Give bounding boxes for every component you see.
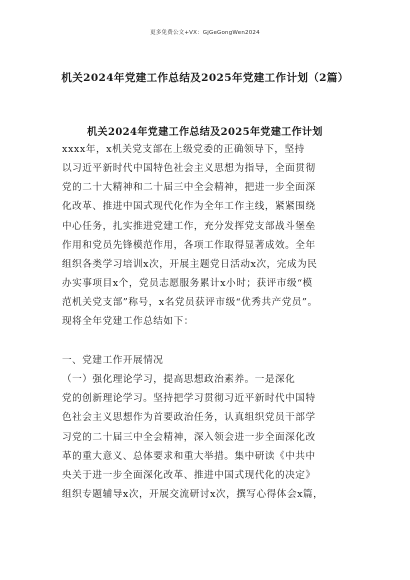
- text-line: 党的创新理论学习。坚持把学习贯彻习近平新时代中国特: [62, 393, 316, 405]
- text-line: 革的重大意义、总体要求和重大举措。集中研读《中共中: [62, 450, 316, 462]
- text-line: 央关于进一步全面深化改革、推进中国式现代化的决定》: [62, 469, 316, 481]
- text-line: 色社会主义思想作为首要政治任务，认真组织党员干部学: [62, 412, 316, 424]
- text-line: 组织各类学习培训x次，开展主题党日活动x次，完成为民: [62, 258, 318, 270]
- text-line: 现将全年党建工作总结如下：: [62, 316, 194, 328]
- text-line: 中心任务，扎实推进党建工作，充分发挥党支部战斗堡垒: [62, 220, 316, 232]
- text-line: 化改革、推进中国式现代化作为全年工作主线，紧紧围绕: [62, 201, 316, 213]
- subsection-heading: （一）强化理论学习，提高思想政治素养。一是深化: [62, 374, 296, 386]
- text-line: 党的二十大精神和二十届三中全会精神，把进一步全面深: [62, 182, 316, 194]
- header-note: 更多免费公文+VX：GjGeGongWen2024: [150, 30, 260, 36]
- section-heading: 一、党建工作开展情况: [62, 355, 164, 366]
- text-line: 办实事项目x个，党员志愿服务累计x小时；获评市级“模: [62, 277, 313, 289]
- text-line: xxxx年，x机关党支部在上级党委的正确领导下，坚持: [62, 144, 305, 155]
- text-line: 作用和党员先锋模范作用，各项工作取得显著成效。全年: [62, 239, 316, 251]
- text-line: 习党的二十届三中全会精神，深入领会进一步全面深化改: [62, 431, 316, 443]
- text-line: 以习近平新时代中国特色社会主义思想为指导，全面贯彻: [62, 163, 316, 175]
- work-status-section: [62, 351, 352, 504]
- document-title: 机关2024年党建工作总结及2025年党建工作计划（2篇）: [61, 72, 349, 84]
- section-title: 机关2024年党建工作总结及2025年党建工作计划: [87, 127, 323, 138]
- intro-paragraph: [62, 140, 352, 331]
- text-line: 范机关党支部”称号，x名党员获评市级“优秀共产党员”。: [62, 297, 318, 309]
- text-line: 组织专题辅导x次，开展交流研讨x次，撰写心得体会x篇，: [62, 488, 324, 500]
